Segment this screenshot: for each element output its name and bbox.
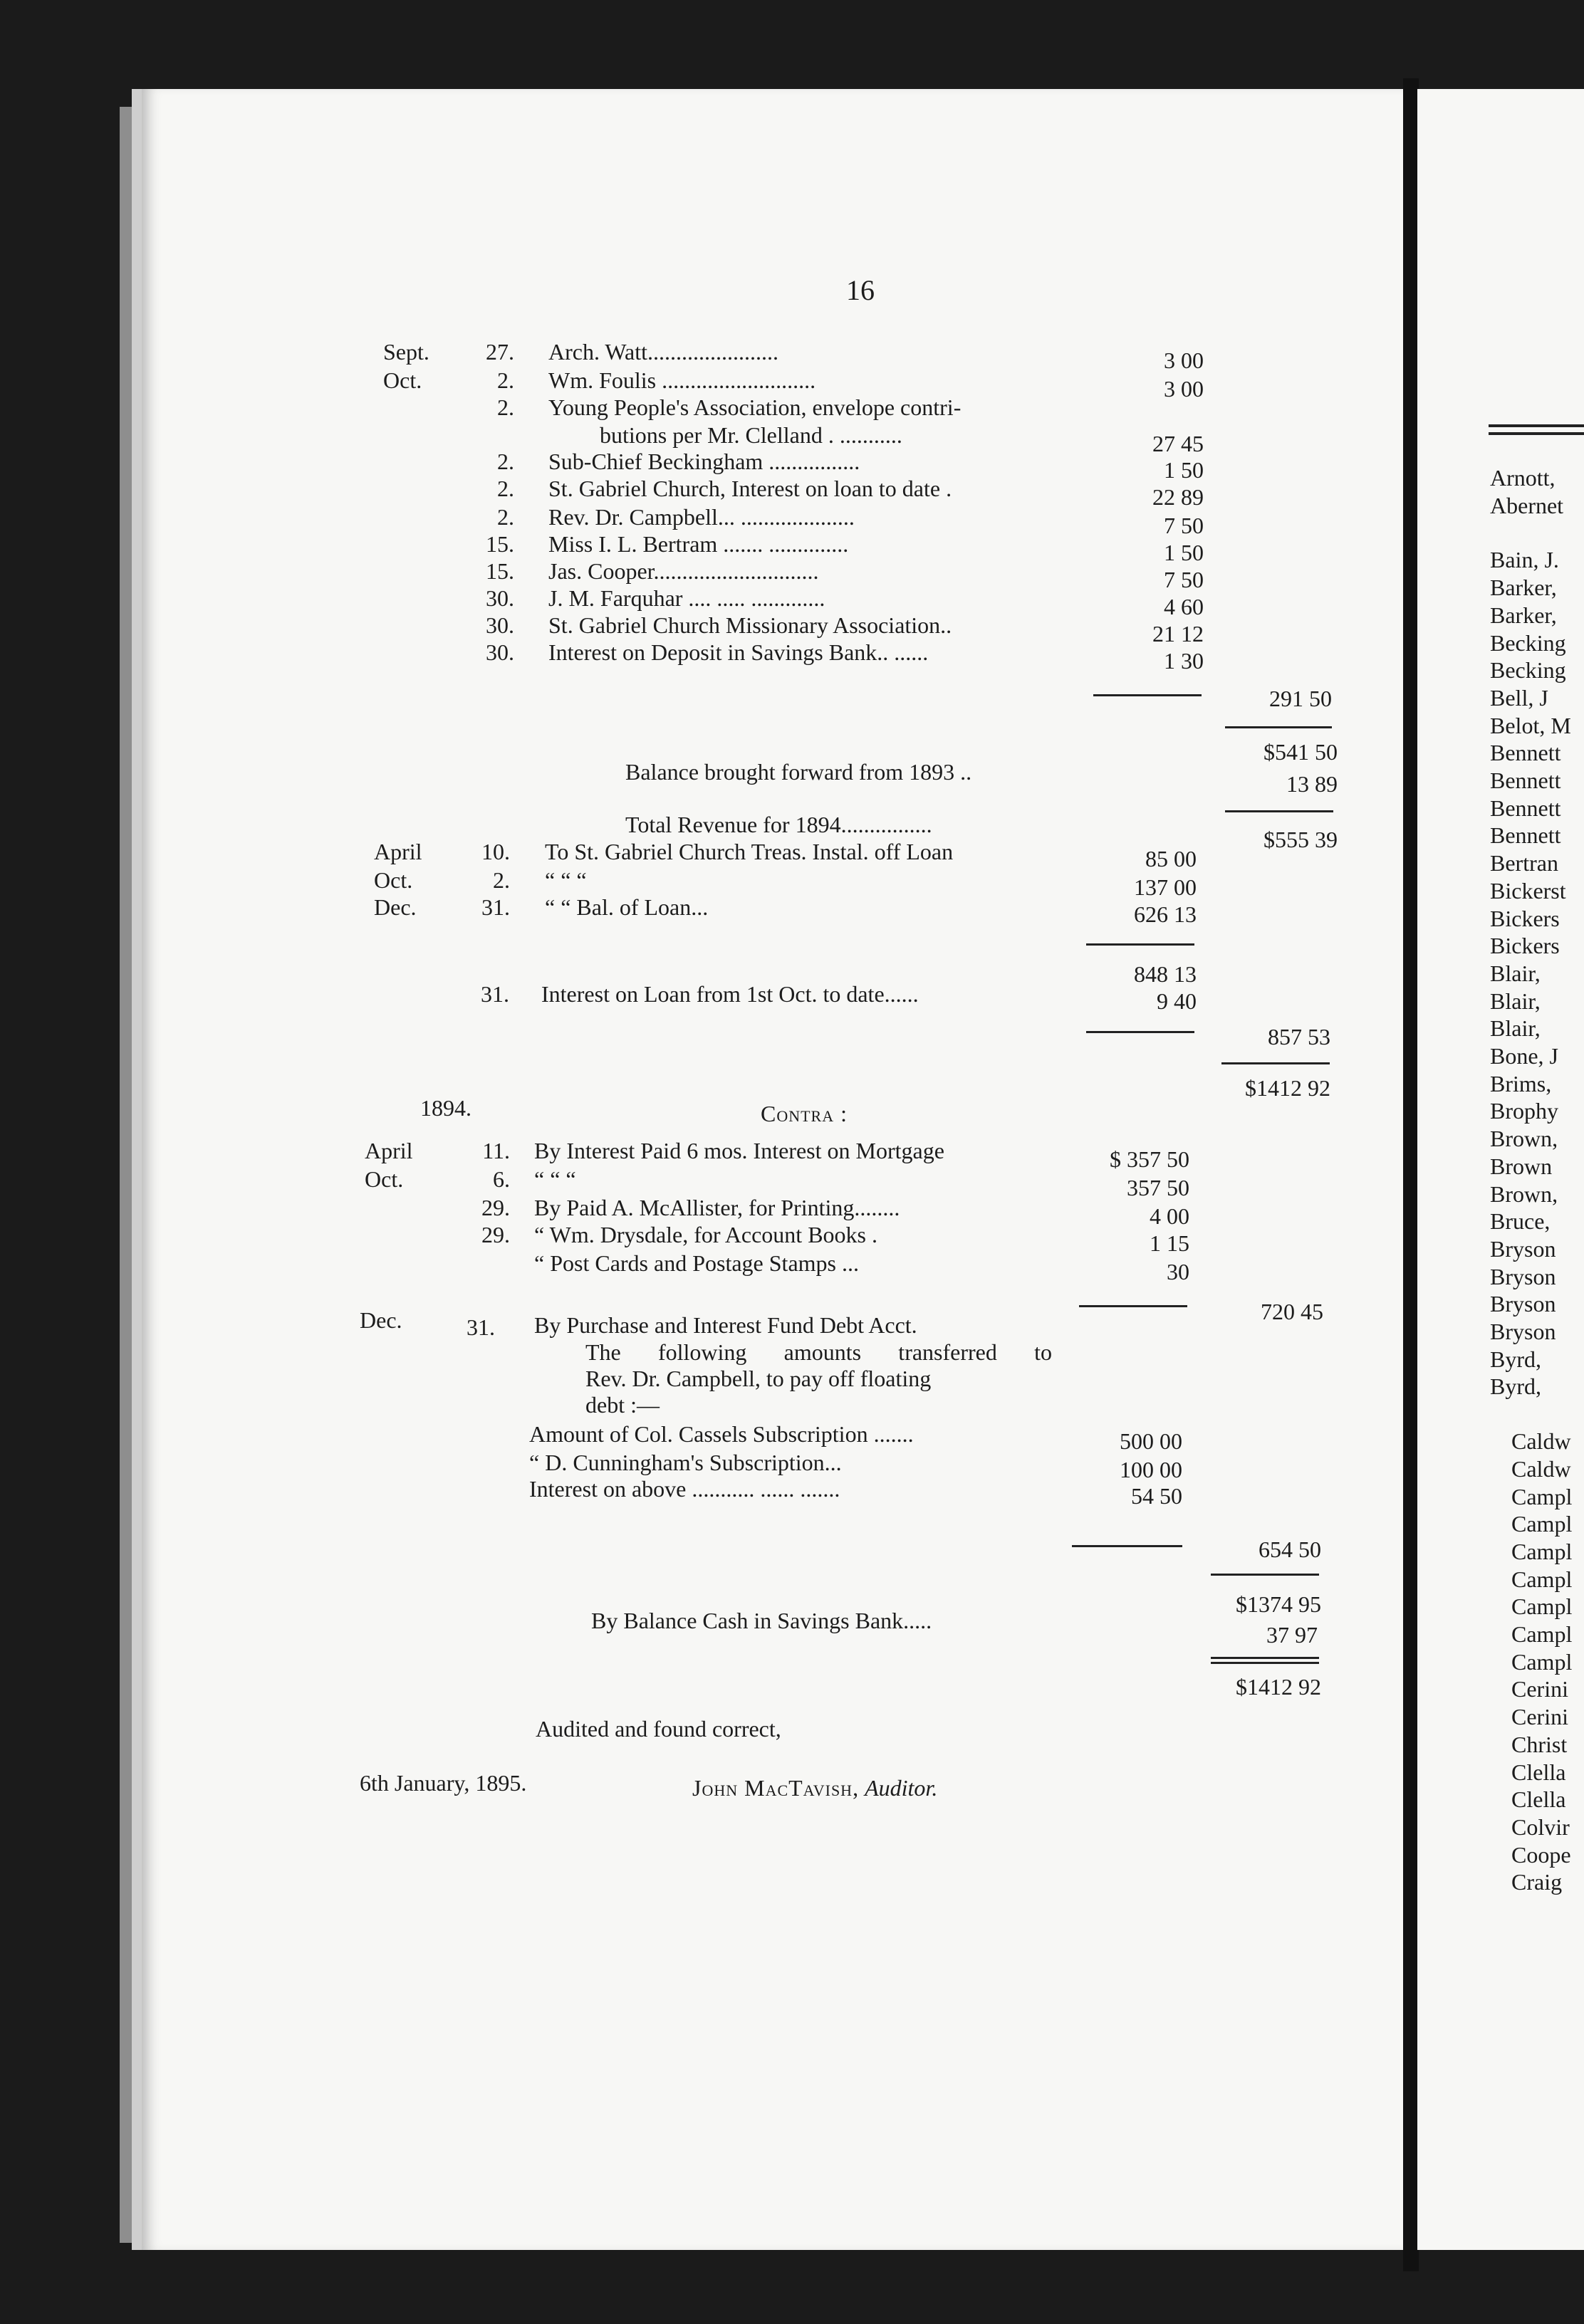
loan-subtotal-rule <box>1086 943 1194 946</box>
transfer-subtotal-amount: 654 50 <box>1259 1537 1321 1562</box>
entry-day: 15. <box>486 531 514 557</box>
entry-description: Interest on above ........... ...... ....... <box>529 1476 840 1502</box>
right-page-name: Bryson <box>1490 1235 1556 1262</box>
loan-total-rule <box>1086 1031 1194 1033</box>
right-page-name: Cerini <box>1511 1704 1568 1730</box>
subtotal-rule <box>1093 694 1202 696</box>
entry-amount: 1 50 <box>1164 457 1204 483</box>
entry-day: 30. <box>486 585 514 611</box>
entry-month: April <box>374 839 422 864</box>
entry-description: To St. Gabriel Church Treas. Instal. off Loan <box>545 839 954 864</box>
entry-month: Oct. <box>374 867 413 893</box>
entry-description: Arch. Watt....................... <box>548 339 779 365</box>
purchase-day: 31. <box>467 1314 495 1340</box>
right-page-name: Brown, <box>1490 1181 1558 1207</box>
right-page-rule-1 <box>1489 424 1584 427</box>
right-page-name: Bain, J. <box>1490 547 1559 573</box>
grand-total-rule-1 <box>1221 1062 1330 1064</box>
right-page-name: Craig <box>1511 1869 1563 1895</box>
grand-total-2: $1412 92 <box>1236 1674 1321 1700</box>
entry-description: Amount of Col. Cassels Subscription ....... <box>529 1421 914 1447</box>
right-page-name: Becking <box>1490 657 1566 684</box>
entry-amount: 85 00 <box>1145 846 1197 872</box>
entry-day: 2. <box>497 449 514 474</box>
right-page-rule-2 <box>1489 432 1584 435</box>
right-page-name: Caldw <box>1511 1428 1571 1455</box>
right-page-name: Christ <box>1511 1731 1568 1757</box>
entry-description: Sub-Chief Beckingham ................ <box>548 449 860 474</box>
right-page-name: Bickers <box>1490 905 1560 931</box>
entry-month: Oct. <box>383 367 422 393</box>
entry-amount: 27 45 <box>1152 431 1204 456</box>
contra-subtotal-rule <box>1079 1305 1187 1307</box>
page-number: 16 <box>846 274 875 306</box>
entry-amount: 100 00 <box>1120 1457 1182 1482</box>
entry-amount: 21 12 <box>1152 621 1204 647</box>
purchase-line-4: debt :— <box>585 1392 660 1418</box>
right-page-name: Becking <box>1490 629 1566 656</box>
entry-description: butions per Mr. Clelland . ........... <box>600 422 902 448</box>
entry-day: 2. <box>497 367 514 393</box>
right-page-name: Bruce, <box>1490 1208 1551 1235</box>
entry-day: 10. <box>481 839 510 864</box>
total-b-amount: $1374 95 <box>1236 1591 1321 1617</box>
entry-amount: 54 50 <box>1131 1483 1182 1509</box>
audit-date: 6th January, 1895. <box>360 1770 527 1796</box>
entry-description: Interest on Deposit in Savings Bank.. ...... <box>548 639 929 665</box>
entry-month: April <box>365 1138 413 1163</box>
right-page-name: Barker, <box>1490 602 1557 628</box>
grand-total-rule-2a <box>1211 1657 1319 1659</box>
right-page-name: Colvir <box>1511 1813 1570 1840</box>
balance-forward-amount: 13 89 <box>1286 771 1338 797</box>
transfer-total-rule <box>1211 1574 1319 1576</box>
contra-subtotal-amount: 720 45 <box>1261 1299 1323 1324</box>
entry-description: J. M. Farquhar .... ..... ............. <box>548 585 825 611</box>
auditor-title: Auditor. <box>865 1775 938 1801</box>
interest-loan-amount: 9 40 <box>1157 988 1197 1014</box>
total-amount: $541 50 <box>1263 739 1338 765</box>
entry-day: 27. <box>486 339 514 365</box>
entry-day: 30. <box>486 639 514 665</box>
revenue-rule <box>1225 810 1333 812</box>
right-page-name: Blair, <box>1490 988 1541 1014</box>
book-gutter <box>1403 78 1419 2271</box>
entry-amount: 7 50 <box>1164 513 1204 538</box>
entry-day: 2. <box>497 504 514 530</box>
entry-description: Young People's Association, envelope contri- <box>548 394 962 420</box>
auditor-name: John MacTavish, <box>692 1775 860 1801</box>
contra-heading: Contra : <box>761 1101 848 1126</box>
right-page-name: Bickerst <box>1490 877 1566 904</box>
right-page-name: Bennett <box>1490 795 1561 821</box>
entry-month: Dec. <box>374 894 417 920</box>
purchase-line-3: Rev. Dr. Campbell, to pay off floating <box>585 1366 932 1391</box>
grand-total-rule-2b <box>1211 1662 1319 1664</box>
right-page-name: Clella <box>1511 1759 1566 1785</box>
entry-description: Miss I. L. Bertram ....... .............. <box>548 531 849 557</box>
entry-amount: 1 15 <box>1150 1230 1189 1256</box>
right-page-name: Abernet <box>1490 492 1564 518</box>
right-page-name: Campl <box>1511 1566 1573 1592</box>
entry-amount: 500 00 <box>1120 1428 1182 1454</box>
entry-description: “ D. Cunningham's Subscription... <box>529 1450 842 1475</box>
auditor-signature <box>692 1776 937 1799</box>
entry-day: 29. <box>481 1222 510 1247</box>
entry-amount: 7 50 <box>1164 567 1204 592</box>
entry-day: 30. <box>486 612 514 638</box>
entry-day: 29. <box>481 1195 510 1220</box>
right-page-name: Cerini <box>1511 1676 1568 1702</box>
balance-cash-label: By Balance Cash in Savings Bank..... <box>591 1608 932 1633</box>
right-page-name: Campl <box>1511 1621 1573 1647</box>
right-page-name: Bone, J <box>1490 1043 1558 1069</box>
entry-amount: 4 60 <box>1164 594 1204 619</box>
right-page-name: Brophy <box>1490 1098 1558 1124</box>
right-page-name: Blair, <box>1490 960 1541 986</box>
entry-day: 11. <box>482 1138 510 1163</box>
right-page-name: Bennett <box>1490 768 1561 793</box>
entry-description: Wm. Foulis ........................... <box>548 367 816 393</box>
purchase-line-1: By Purchase and Interest Fund Debt Acct. <box>534 1312 917 1338</box>
entry-description: By Paid A. McAllister, for Printing........ <box>534 1195 900 1220</box>
loan-total-amount: 857 53 <box>1268 1024 1330 1050</box>
entry-description: “ “ “ <box>534 1166 576 1192</box>
entry-amount: 357 50 <box>1127 1175 1189 1200</box>
entry-description: By Interest Paid 6 mos. Interest on Mortgage <box>534 1138 944 1163</box>
entry-description: St. Gabriel Church Missionary Association.. <box>548 612 952 638</box>
right-page-name: Bennett <box>1490 822 1561 849</box>
right-page-name: Blair, <box>1490 1015 1541 1042</box>
entry-description: St. Gabriel Church, Interest on loan to date . <box>548 476 952 501</box>
balance-cash-amount: 37 97 <box>1266 1622 1318 1648</box>
right-page-name: Byrd, <box>1490 1373 1541 1400</box>
right-page-name: Byrd, <box>1490 1346 1541 1372</box>
right-page-name: Caldw <box>1511 1455 1571 1482</box>
entry-day: 6. <box>493 1166 510 1192</box>
entry-amount: 22 89 <box>1152 484 1204 510</box>
right-page-name: Brown <box>1490 1153 1553 1179</box>
entry-amount: 3 00 <box>1164 347 1204 373</box>
entry-amount: 30 <box>1167 1259 1189 1284</box>
audited-text: Audited and found correct, <box>536 1716 781 1742</box>
total-revenue-amount: $555 39 <box>1263 827 1338 852</box>
entry-amount: $ 357 50 <box>1110 1146 1189 1172</box>
entry-description: Jas. Cooper............................. <box>548 558 819 584</box>
right-page-name: Bryson <box>1490 1319 1556 1344</box>
right-page-name: Bennett <box>1490 740 1561 766</box>
entry-amount: 3 00 <box>1164 376 1204 402</box>
right-page-name: Barker, <box>1490 575 1557 601</box>
entry-day: 31. <box>481 894 510 920</box>
entry-day: 2. <box>497 394 514 420</box>
entry-day: 15. <box>486 558 514 584</box>
right-page-name: Brims, <box>1490 1070 1552 1096</box>
entry-day: 2. <box>497 476 514 501</box>
right-page-name: Bertran <box>1490 850 1558 876</box>
entry-description: “ Wm. Drysdale, for Account Books . <box>534 1222 877 1247</box>
transfer-subtotal-rule <box>1072 1545 1182 1547</box>
balance-forward-label: Balance brought forward from 1893 .. <box>625 759 972 785</box>
year-label: 1894. <box>420 1095 471 1121</box>
entry-description: Rev. Dr. Campbell... .................... <box>548 504 855 530</box>
subtotal-amount: 291 50 <box>1269 686 1332 711</box>
interest-loan-desc: Interest on Loan from 1st Oct. to date...... <box>541 981 919 1007</box>
total-rule <box>1225 726 1332 728</box>
right-page-name: Bryson <box>1490 1291 1556 1317</box>
purchase-line-2: The following amounts transferred to <box>585 1339 1052 1365</box>
entry-day: 2. <box>493 867 510 893</box>
interest-loan-day: 31. <box>481 981 509 1007</box>
entry-description: “ “ “ <box>545 867 587 893</box>
right-page-name: Bryson <box>1490 1263 1556 1289</box>
entry-amount: 1 50 <box>1164 540 1204 565</box>
purchase-month: Dec. <box>360 1307 402 1333</box>
right-page-name: Arnott, <box>1490 465 1556 491</box>
right-page-name: Bell, J <box>1490 684 1548 711</box>
entry-amount: 1 30 <box>1164 648 1204 674</box>
right-page-name: Campl <box>1511 1511 1573 1537</box>
right-page-name: Belot, M <box>1490 712 1571 738</box>
entry-month: Oct. <box>365 1166 404 1192</box>
entry-amount: 137 00 <box>1134 874 1197 900</box>
grand-total-1: $1412 92 <box>1245 1075 1330 1101</box>
right-page-name: Bickers <box>1490 933 1560 959</box>
entry-amount: 626 13 <box>1134 901 1197 927</box>
loan-subtotal-amount: 848 13 <box>1134 961 1197 987</box>
right-page-name: Coope <box>1511 1841 1571 1868</box>
right-page-name: Brown, <box>1490 1126 1558 1152</box>
right-page-name: Campl <box>1511 1483 1573 1509</box>
entry-month: Sept. <box>383 339 429 365</box>
right-page-name: Campl <box>1511 1593 1573 1620</box>
entry-description: “ Post Cards and Postage Stamps ... <box>534 1250 859 1276</box>
right-page-name: Clella <box>1511 1786 1566 1813</box>
right-page-name: Campl <box>1511 1538 1573 1564</box>
entry-description: “ “ Bal. of Loan... <box>545 894 709 920</box>
right-page-name: Campl <box>1511 1648 1573 1675</box>
total-revenue-label: Total Revenue for 1894................ <box>625 812 932 837</box>
entry-amount: 4 00 <box>1150 1203 1189 1229</box>
